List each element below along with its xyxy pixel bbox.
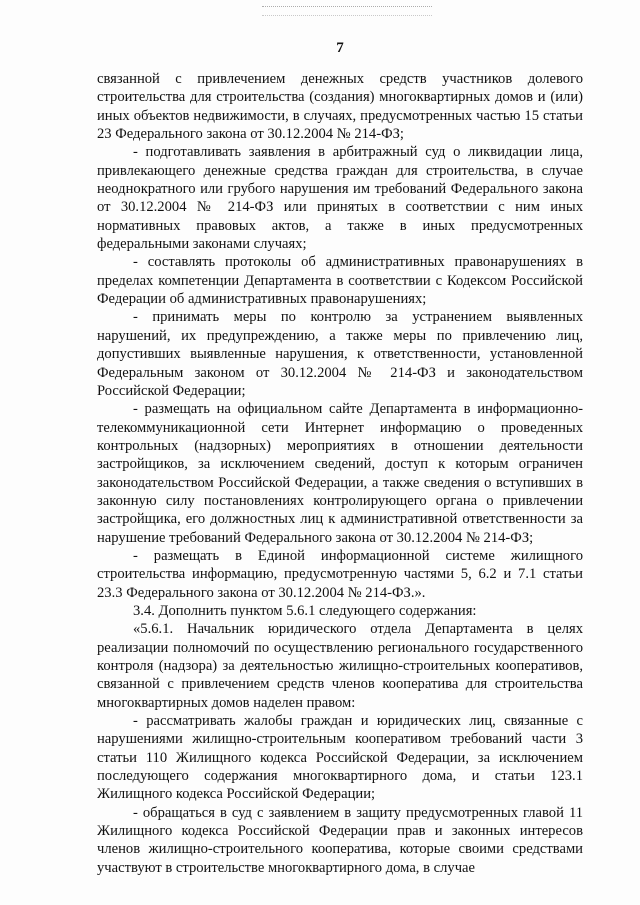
scan-artifact [262, 6, 432, 16]
paragraph-website-publication: - размещать на официальном сайте Департамента в информационно-телекоммуникационной сети Интернет информацию о проведенных контрольных (надзорных) мероприятиях в отношении деятельности застройщиков, за исключением сведений, доступ к которым ограничен законодательством Российской Федерации, а также сведения о вступивших в законную силу постановлениях контролирующего органа о привлечении застройщика, его должностных лиц к административной ответственности за нарушение требований Федерального закона от 30.12.2004 № 214-ФЗ; [97, 401, 583, 546]
page-number: 7 [336, 40, 344, 56]
paragraph-clause-5-6-1: «5.6.1. Начальник юридического отдела Департамента в целях реализации полномочий по осуществлению регионального государственного контроля (надзора) за деятельностью жилищно-строительных кооперативов, связанной с привлечением средств членов кооператива для строительства многоквартирных домов наделен правом: [97, 621, 583, 711]
paragraph-complaints: - рассматривать жалобы граждан и юридических лиц, связанные с нарушениями жилищно-строительным кооперативом требований части 3 статьи 110 Жилищного кодекса Российской Федерации, за исключением последующего содержания многоквартирного дома, и статьи 123.1 Жилищного кодекса Российской Федерации; [97, 713, 583, 803]
document-body [97, 70, 583, 877]
paragraph-control-measures: - принимать меры по контролю за устранением выявленных нарушений, их предупреждению, а также меры по привлечению лиц, допустивших выявленные нарушения, к ответственности, установленной Федеральным законом от 30.12.2004 № 214-ФЗ и законодательством Российской Федерации; [97, 309, 583, 399]
paragraph-court-appeal: - обращаться в суд с заявлением в защиту предусмотренных главой 11 Жилищного кодекса Российской Федерации прав и законных интересов членов жилищно-строительного кооператива, которые своими средствами участвуют в строительстве многоквартирного дома, в случае [97, 804, 583, 876]
paragraph-protocols: - составлять протоколы об административных правонарушениях в пределах компетенции Департамента в соответствии с Кодексом Российской Федерации об административных правонарушениях; [97, 254, 583, 308]
paragraph-amendment-3-4: 3.4. Дополнить пунктом 5.6.1 следующего содержания: [133, 602, 477, 619]
paragraph-arbitration-court: - подготавливать заявления в арбитражный суд о ликвидации лица, привлекающего денежные средства граждан для строительства, в случае неоднократного или грубого нарушения им требований Федерального закона от 30.12.2004 № 214-ФЗ или принятых в соответствии с ним иных нормативных правовых актов, а также в иных предусмотренных федеральными законами случаях; [97, 144, 583, 253]
paragraph-unified-system: - размещать в Единой информационной системе жилищного строительства информацию, предусмотренную частями 5, 6.2 и 7.1 статьи 23.3 Федерального закона от 30.12.2004 № 214-ФЗ.». [97, 547, 583, 601]
paragraph-continuation: связанной с привлечением денежных средств участников долевого строительства для строительства (создания) многоквартирных домов и (или) иных объектов недвижимости, в случаях, предусмотренных частью 15 статьи 23 Федерального закона от 30.12.2004 № 214-ФЗ; [97, 71, 583, 143]
